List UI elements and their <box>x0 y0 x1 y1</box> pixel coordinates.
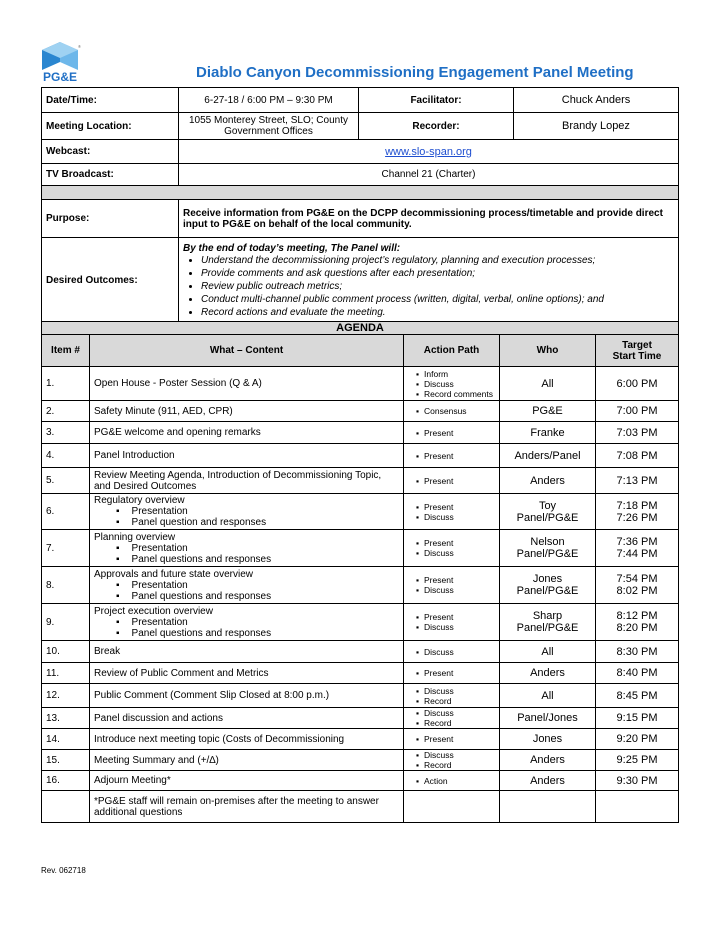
agenda-action-path: ▪ Discuss <box>404 641 500 663</box>
outcome-item: • Conduct multi-channel public comment process (written, digital, verbal, online options); and <box>201 293 674 306</box>
agenda-item-number: 13. <box>42 708 90 729</box>
agenda-row <box>42 684 679 708</box>
location-label: Meeting Location: <box>42 113 179 140</box>
agenda-content: Panel discussion and actions <box>90 708 404 729</box>
agenda-action-path: ▪ Present ▪ Discuss <box>404 604 500 641</box>
agenda-action-path: ▪ Discuss ▪ Record <box>404 750 500 771</box>
agenda-start-time: 9:20 PM <box>596 729 679 750</box>
agenda-item-number: 2. <box>42 401 90 422</box>
outcome-item: • Understand the decommissioning project’s regulatory, planning and execution processes; <box>201 254 674 267</box>
agenda-item-number: 1. <box>42 367 90 401</box>
recorder-value: Brandy Lopez <box>514 113 679 140</box>
agenda-item-number: 10. <box>42 641 90 663</box>
agenda-subitem: ▪ Presentation <box>94 543 399 554</box>
agenda-row <box>42 641 679 663</box>
agenda-who: All <box>500 367 596 401</box>
agenda-item-number: 8. <box>42 567 90 604</box>
meeting-info-table <box>41 87 679 324</box>
agenda-title: AGENDA <box>42 322 679 335</box>
agenda-item-number: 7. <box>42 530 90 567</box>
webcast-link[interactable]: www.slo-span.org <box>385 145 472 158</box>
agenda-subitem: ▪ Presentation <box>94 617 399 628</box>
agenda-content: Panel Introduction <box>90 444 404 468</box>
agenda-who: All <box>500 641 596 663</box>
agenda-who: Anders <box>500 663 596 684</box>
agenda-content: Safety Minute (911, AED, CPR) <box>90 401 404 422</box>
agenda-content: Break <box>90 641 404 663</box>
agenda-who: PG&E <box>500 401 596 422</box>
agenda-row <box>42 663 679 684</box>
agenda-content: Introduce next meeting topic (Costs of Decommissioning <box>90 729 404 750</box>
agenda-action-path: ▪ Consensus <box>404 401 500 422</box>
facilitator-label: Facilitator: <box>359 88 514 113</box>
agenda-who: Jones <box>500 729 596 750</box>
agenda-action-path: ▪ Present ▪ Discuss <box>404 494 500 530</box>
agenda-subitem: ▪ Panel questions and responses <box>94 554 399 565</box>
agenda-row <box>42 367 679 401</box>
date-value: 6-27-18 / 6:00 PM – 9:30 PM <box>179 88 359 113</box>
header-item: Item # <box>42 335 90 367</box>
outcomes-label: Desired Outcomes: <box>42 238 179 324</box>
agenda-start-time: 7:13 PM <box>596 468 679 494</box>
header-time: Target Start Time <box>596 335 679 367</box>
agenda-who: Jones Panel/PG&E <box>500 567 596 604</box>
agenda-action-path: ▪ Present <box>404 422 500 444</box>
agenda-who: Anders <box>500 468 596 494</box>
agenda-action-path: ▪ Discuss ▪ Record <box>404 684 500 708</box>
agenda-who: Nelson Panel/PG&E <box>500 530 596 567</box>
agenda-who: Panel/Jones <box>500 708 596 729</box>
agenda-action-path: ▪ Action <box>404 771 500 791</box>
agenda-action-path: ▪ Present <box>404 444 500 468</box>
header-content: What – Content <box>90 335 404 367</box>
agenda-row <box>42 750 679 771</box>
agenda-content: Regulatory overview ▪ Presentation ▪ Panel question and responses <box>90 494 404 530</box>
agenda-row <box>42 401 679 422</box>
agenda-who: Anders <box>500 750 596 771</box>
logo-text: PG&E <box>42 70 78 84</box>
agenda-row <box>42 494 679 530</box>
agenda-who: Franke <box>500 422 596 444</box>
agenda-item-number: 16. <box>42 771 90 791</box>
agenda-row <box>42 567 679 604</box>
agenda-content: Open House - Poster Session (Q & A) <box>90 367 404 401</box>
agenda-start-time: 7:18 PM 7:26 PM <box>596 494 679 530</box>
agenda-note: *PG&E staff will remain on-premises after the meeting to answer additional questions <box>90 791 404 823</box>
agenda-start-time: 8:40 PM <box>596 663 679 684</box>
agenda-who: Toy Panel/PG&E <box>500 494 596 530</box>
agenda-start-time: 9:15 PM <box>596 708 679 729</box>
agenda-item-number: 3. <box>42 422 90 444</box>
agenda-row <box>42 422 679 444</box>
header-who: Who <box>500 335 596 367</box>
logo-tm: ® <box>78 44 81 49</box>
agenda-content: Approvals and future state overview ▪ Presentation ▪ Panel questions and responses <box>90 567 404 604</box>
agenda-who: Sharp Panel/PG&E <box>500 604 596 641</box>
agenda-item-number: 6. <box>42 494 90 530</box>
webcast-label: Webcast: <box>42 140 179 164</box>
purpose-label: Purpose: <box>42 200 179 238</box>
agenda-item-number: 4. <box>42 444 90 468</box>
agenda-start-time: 9:25 PM <box>596 750 679 771</box>
agenda-start-time: 9:30 PM <box>596 771 679 791</box>
agenda-item-number: 14. <box>42 729 90 750</box>
agenda-start-time: 7:00 PM <box>596 401 679 422</box>
agenda-who: Anders/Panel <box>500 444 596 468</box>
page-title: Diablo Canyon Decommissioning Engagement Panel Meeting <box>196 64 634 81</box>
agenda-item-number: 9. <box>42 604 90 641</box>
agenda-row <box>42 771 679 791</box>
outcomes-list <box>183 254 674 319</box>
agenda-start-time: 7:08 PM <box>596 444 679 468</box>
agenda-row <box>42 708 679 729</box>
recorder-label: Recorder: <box>359 113 514 140</box>
agenda-action-path: ▪ Present ▪ Discuss <box>404 567 500 604</box>
agenda-content: Review of Public Comment and Metrics <box>90 663 404 684</box>
agenda-subitem: ▪ Presentation <box>94 580 399 591</box>
agenda-start-time: 8:30 PM <box>596 641 679 663</box>
agenda-action-path: ▪ Present <box>404 729 500 750</box>
agenda-start-time: 7:36 PM 7:44 PM <box>596 530 679 567</box>
agenda-action-path: ▪ Discuss ▪ Record <box>404 708 500 729</box>
outcome-item: • Record actions and evaluate the meeting. <box>201 306 674 319</box>
agenda-row <box>42 530 679 567</box>
outcomes-intro: By the end of today’s meeting, The Panel will: <box>183 242 401 254</box>
agenda-subitem: ▪ Panel questions and responses <box>94 628 399 639</box>
agenda-who: All <box>500 684 596 708</box>
agenda-start-time: 7:54 PM 8:02 PM <box>596 567 679 604</box>
agenda-content: Meeting Summary and (+/∆) <box>90 750 404 771</box>
agenda-who: Anders <box>500 771 596 791</box>
tv-label: TV Broadcast: <box>42 164 179 186</box>
agenda-action-path: ▪ Inform ▪ Discuss ▪ Record comments <box>404 367 500 401</box>
outcome-item: • Provide comments and ask questions after each presentation; <box>201 267 674 280</box>
purpose-text: Receive information from PG&E on the DCPP decommissioning process/timetable and provide direct input to PG&E on behalf of the local community. <box>179 200 679 238</box>
agenda-item-number: 5. <box>42 468 90 494</box>
agenda-row <box>42 729 679 750</box>
agenda-item-number: 11. <box>42 663 90 684</box>
date-label: Date/Time: <box>42 88 179 113</box>
agenda-item-number: 12. <box>42 684 90 708</box>
agenda-content: Planning overview ▪ Presentation ▪ Panel questions and responses <box>90 530 404 567</box>
agenda-content: Public Comment (Comment Slip Closed at 8:00 p.m.) <box>90 684 404 708</box>
agenda-action-path: ▪ Present <box>404 468 500 494</box>
agenda-content: Project execution overview ▪ Presentation ▪ Panel questions and responses <box>90 604 404 641</box>
agenda-subitem: ▪ Presentation <box>94 506 399 517</box>
agenda-content: PG&E welcome and opening remarks <box>90 422 404 444</box>
pge-logo <box>40 42 80 84</box>
revision: Rev. 062718 <box>41 866 86 875</box>
divider-row <box>42 186 679 200</box>
tv-value: Channel 21 (Charter) <box>179 164 679 186</box>
agenda-start-time: 8:45 PM <box>596 684 679 708</box>
location-value: 1055 Monterey Street, SLO; County Government Offices <box>179 113 359 140</box>
agenda-content: Adjourn Meeting* <box>90 771 404 791</box>
outcome-item: • Review public outreach metrics; <box>201 280 674 293</box>
agenda-row <box>42 444 679 468</box>
agenda-table <box>41 321 679 823</box>
agenda-subitem: ▪ Panel questions and responses <box>94 591 399 602</box>
agenda-action-path: ▪ Present <box>404 663 500 684</box>
agenda-subitem: ▪ Panel question and responses <box>94 517 399 528</box>
agenda-start-time: 8:12 PM 8:20 PM <box>596 604 679 641</box>
agenda-action-path: ▪ Present ▪ Discuss <box>404 530 500 567</box>
agenda-start-time: 7:03 PM <box>596 422 679 444</box>
facilitator-value: Chuck Anders <box>514 88 679 113</box>
agenda-row <box>42 468 679 494</box>
agenda-content: Review Meeting Agenda, Introduction of Decommissioning Topic, and Desired Outcomes <box>90 468 404 494</box>
agenda-start-time: 6:00 PM <box>596 367 679 401</box>
agenda-row <box>42 604 679 641</box>
header-action: Action Path <box>404 335 500 367</box>
agenda-item-number: 15. <box>42 750 90 771</box>
